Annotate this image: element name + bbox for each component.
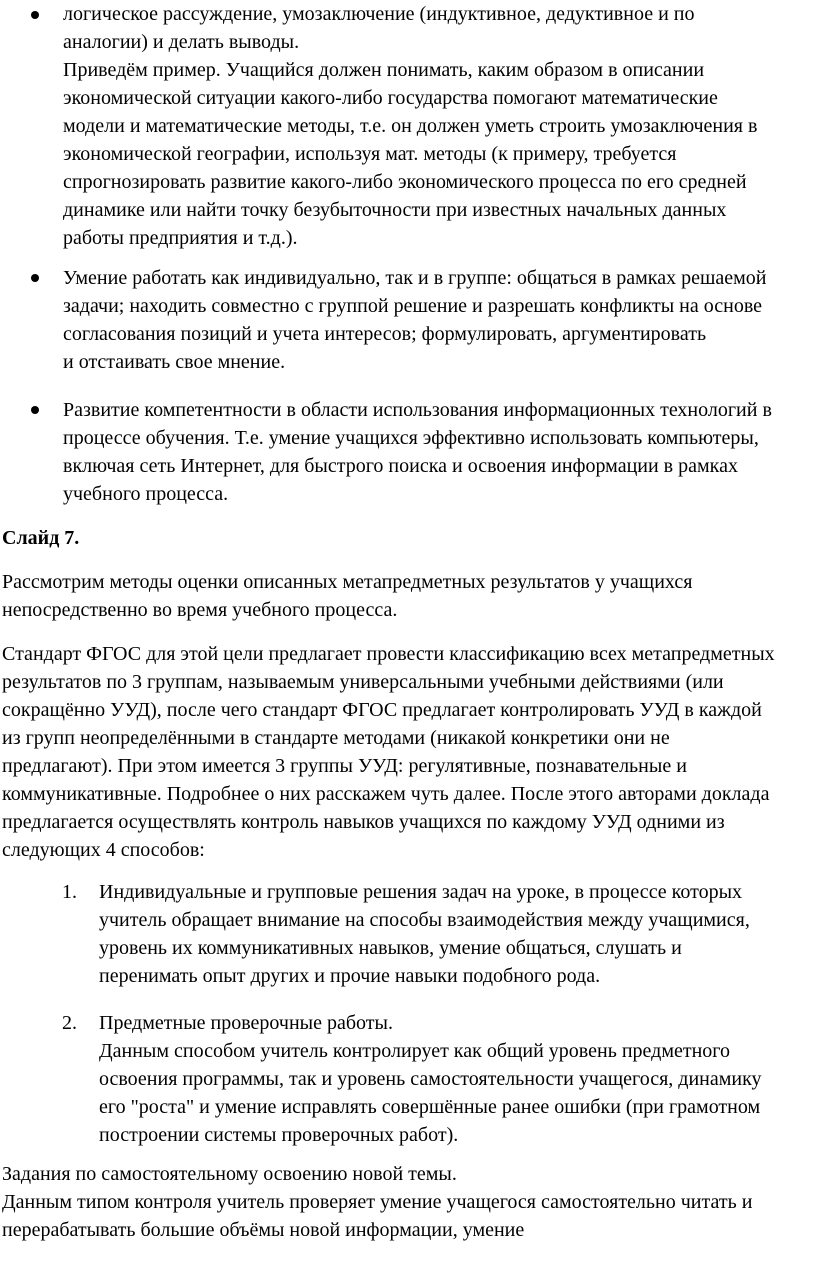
text-line: включая сеть Интернет, для быстрого поиска и освоения информации в рамках <box>63 455 738 477</box>
text-line: Данным типом контроля учитель проверяет умение учащегося самостоятельно читать и <box>2 1191 753 1213</box>
text-line: построении системы проверочных работ). <box>99 1124 459 1146</box>
list-number: 1. <box>62 881 77 903</box>
text-line: уровень их коммуникативных навыков, умение общаться, слушать и <box>99 937 682 959</box>
text-line: Индивидуальные и групповые решения задач на уроке, в процессе которых <box>99 881 743 903</box>
text-line: предлагают). При этом имеется 3 группы УУД: регулятивные, познавательные и <box>2 755 687 777</box>
text-line: согласования позиций и учета интересов; формулировать, аргументировать <box>63 323 707 345</box>
text-line: модели и математические методы, т.е. он должен уметь строить умозаключения в <box>63 115 758 137</box>
text-line: Развитие компетентности в области использования информационных технологий в <box>63 399 772 421</box>
text-line: перенимать опыт других и прочие навыки подобного рода. <box>99 965 601 987</box>
bullet-item <box>63 264 766 376</box>
text-line: спрогнозировать развитие какого-либо экономического процесса по его средней <box>63 171 747 193</box>
text-line: непосредственно во время учебного процесса. <box>2 599 398 621</box>
text-line: экономической географии, используя мат. методы (к примеру, требуется <box>63 143 677 165</box>
text-line: следующих 4 способов: <box>2 839 205 861</box>
text-line: Стандарт ФГОС для этой цели предлагает провести классификацию всех метапредметных <box>2 643 775 665</box>
bullet-dot <box>31 11 39 19</box>
text-line: логическое рассуждение, умозаключение (индуктивное, дедуктивное и по <box>63 3 695 25</box>
text-line: предлагается осуществлять контроль навыков учащихся по каждому УУД одними из <box>2 811 725 833</box>
text-line: Рассмотрим методы оценки описанных метапредметных результатов у учащихся <box>2 571 693 593</box>
text-line: перерабатывать большие объёмы новой информации, умение <box>2 1219 525 1241</box>
text-line: работы предприятия и т.д.). <box>63 227 298 249</box>
numbered-item <box>99 1009 762 1149</box>
text-line: динамике или найти точку безубыточности при известных начальных данных <box>63 199 727 221</box>
text-line: и отстаивать свое мнение. <box>63 351 286 373</box>
text-line: Данным способом учитель контролирует как общий уровень предметного <box>99 1040 730 1062</box>
text-line: аналогии) и делать выводы. <box>63 31 300 53</box>
text-line: коммуникативные. Подробнее о них расскажем чуть далее. После этого авторами доклада <box>2 783 770 805</box>
paragraph <box>2 568 692 624</box>
bullet-item <box>63 396 772 508</box>
paragraph <box>2 1160 752 1244</box>
bullet-item <box>63 0 757 252</box>
bullet-dot <box>31 406 39 414</box>
paragraph <box>2 640 775 864</box>
text-line: сокращённо УУД), после чего стандарт ФГОС предлагает контролировать УУД в каждой <box>2 699 762 721</box>
text-line: Приведём пример. Учащийся должен понимать, каким образом в описании <box>63 59 705 81</box>
numbered-item <box>99 878 750 990</box>
slide-heading: Слайд 7. <box>2 527 80 549</box>
text-line: освоения программы, так и уровень самостоятельности учащегося, динамику <box>99 1068 762 1090</box>
text-line: Задания по самостоятельному освоению новой темы. <box>2 1163 457 1185</box>
text-line: Предметные проверочные работы. <box>99 1012 393 1034</box>
bullet-dot <box>31 274 39 282</box>
text-line: задачи; находить совместно с группой решение и разрешать конфликты на основе <box>63 295 763 317</box>
text-line: процессе обучения. Т.е. умение учащихся эффективно использовать компьютеры, <box>63 427 759 449</box>
text-line: результатов по 3 группам, называемым универсальными учебными действиями (или <box>2 671 724 693</box>
text-line: его "роста" и умение исправлять совершённые ранее ошибки (при грамотном <box>99 1096 761 1118</box>
text-line: из групп неопределёнными в стандарте методами (никакой конкретики они не <box>2 727 670 749</box>
text-line: учитель обращает внимание на способы взаимодействия между учащимися, <box>99 909 750 931</box>
list-number: 2. <box>62 1012 77 1034</box>
text-line: учебного процесса. <box>63 483 229 505</box>
text-line: экономической ситуации какого-либо государства помогают математические <box>63 87 718 109</box>
text-line: Умение работать как индивидуально, так и в группе: общаться в рамках решаемой <box>63 267 767 289</box>
